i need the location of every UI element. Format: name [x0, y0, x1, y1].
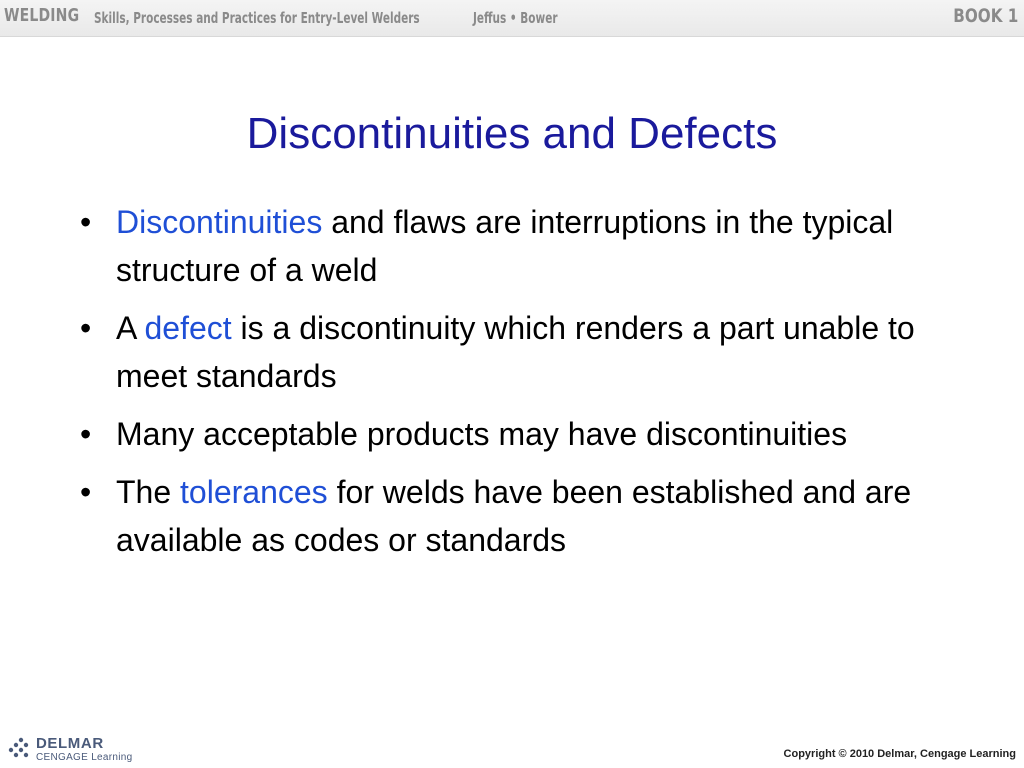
bullet-item [74, 468, 954, 564]
bullet-keyword: defect [144, 310, 232, 346]
bullet-marker: • [80, 204, 92, 240]
delmar-cengage-logo [6, 734, 146, 764]
bullet-text-after: for welds have been established and are available as codes or standards [116, 474, 912, 558]
bullet-keyword: tolerances [180, 474, 328, 510]
logo-text-delmar: DELMAR [36, 735, 104, 752]
header-banner [0, 0, 1024, 37]
logo-dots-icon [6, 736, 32, 760]
header-subtitle: Skills, Processes and Practices for Entry-Level Welders [94, 9, 420, 27]
header-authors: Jeffus • Bower [473, 9, 558, 27]
logo-text-cengage: CENGAGE Learning [36, 752, 133, 763]
bullet-keyword: Discontinuities [116, 204, 323, 240]
bullet-item [74, 410, 954, 458]
header-book-label: BOOK 1 [952, 5, 1018, 27]
bullet-text-before: A [116, 310, 145, 346]
copyright-notice: Copyright © 2010 Delmar, Cengage Learning [783, 748, 1016, 760]
slide-title: Discontinuities and Defects [246, 109, 778, 158]
header-title: WELDING [4, 5, 80, 26]
bullet-text-after: is a discontinuity which renders a part unable to meet standards [116, 310, 915, 394]
bullet-marker: • [80, 416, 92, 452]
bullet-item [74, 304, 954, 400]
bullet-marker: • [80, 474, 92, 510]
bullet-text-before: Many acceptable products may have discontinuities [116, 416, 848, 452]
bullet-text-before: The [116, 474, 181, 510]
bullet-text-after: and flaws are interruptions in the typical structure of a weld [116, 204, 894, 288]
bullet-marker: • [80, 310, 92, 346]
bullet-list [74, 198, 954, 574]
bullet-item [74, 198, 954, 294]
